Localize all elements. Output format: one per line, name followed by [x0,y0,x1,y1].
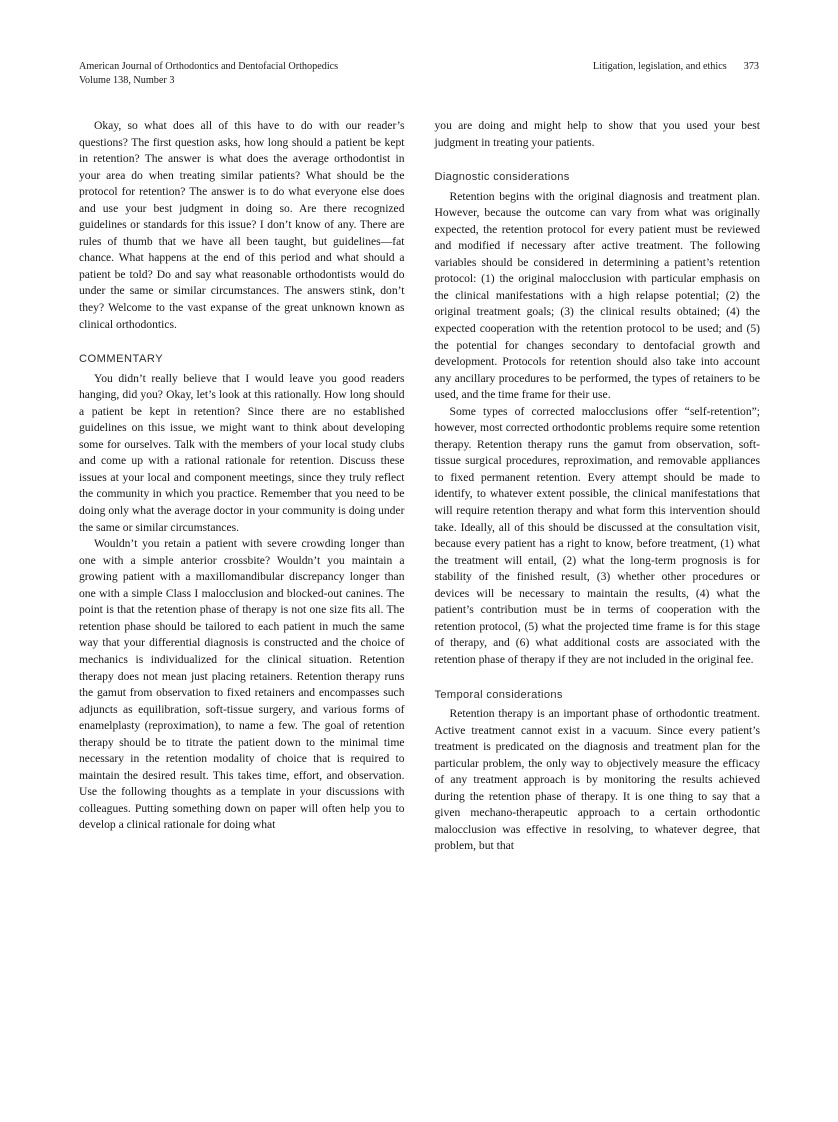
left-column [79,118,405,834]
spacer [435,151,761,169]
right-column [435,118,761,855]
running-head-section-area [593,60,759,74]
paragraph: you are doing and might help to show that you used your best judgment in treating your patients. [434,119,760,149]
heading-temporal-considerations: Temporal considerations [434,688,563,701]
spacer [435,669,761,687]
running-head-section-title: Litigation, legislation, and ethics [592,61,727,72]
running-head [79,60,759,88]
running-head-journal [79,60,338,88]
paragraph: Retention begins with the original diagnosis and treatment plan. However, because the outcome can vary from what was originally expected, the retention protocol for every patient must be reviewed and modified if necessary after active treatment. The following variables should be considered in determining a patient’s retention protocol: (1) the original malocclusion with particular emphasis on the clinical manifestations with a high relapse potential; (2) the original treatment goals; (3) the clinical results obtained; (4) the expected cooperation with the retention protocol to be used; and (5) the potential for changes secondary to dentofacial growth and development. Protocols for retention should also take into account any ancillary procedures to be performed, the types of retainers to be used, and the time frame for their use. [434,189,760,402]
page-number: 373 [743,61,759,72]
paragraph: Retention therapy is an important phase of orthodontic treatment. Active treatment cannot exist in a vacuum. Since every patient’s treatment is predicated on the diagnosis and treatment plan for the particular problem, the only way to objectively measure the efficacy of any treatment approach is by monitoring the results achieved during the retention phase of therapy. It is one thing to say that a given mechano-therapeutic approach to a certain orthodontic malocclusion was effective in resolving, to whatever degree, that problem, but that [434,707,760,853]
two-column-body [79,118,760,1063]
spacer [79,333,405,351]
paragraph: Wouldn’t you retain a patient with severe crowding longer than one with a simple anterior crossbite? Wouldn’t you maintain a growing patient with a maxillomandibular discrepancy longer than one with a simple Class I malocclusion and blocked-out canines. The point is that the retention phase of therapy is not one size fits all. The retention phase should be tailored to each patient in much the same way that your differential diagnosis is constructed and the choice of mechanics is individualized for the clinical situation. Retention therapy does not mean just placing retainers. Retention therapy runs the gamut from observation to fixed retainers and encompasses such adjuncts as equilibration, soft-tissue surgery, and various forms of enamelplasty (reproximation), to name a few. The goal of retention therapy should be to titrate the patient down to the minimal time necessary in the retention modality of choice that is required to maintain the desired result. This takes time, effort, and observation. Use the following thoughts as a template in your discussions with colleagues. Putting something down on paper will often help you to develop a clinical rationale for doing what [79,537,405,832]
paragraph: You didn’t really believe that I would leave you good readers hanging, did you? Okay, let’s look at this rationally. How long should a patient be kept in retention? Since there are no established guidelines on this issue, we might want to think about developing some for ourselves. Talk with the members of your local study clubs and come up with a rational rationale for retention. Discuss these issues at your local and component meetings, since they truly reflect the community in which you practice. Remember that you need to be doing only what the average doctor in your community is doing under the same or similar circumstances. [79,371,405,534]
heading-diagnostic-considerations: Diagnostic considerations [434,171,570,184]
heading-commentary: COMMENTARY [79,353,164,366]
paragraph: Some types of corrected malocclusions offer “self-retention”; however, most corrected orthodontic problems require some retention therapy. Retention therapy runs the gamut from observation, soft-tissue surgical procedures, reproximation, and removable appliances to fixed permanent retention. Every attempt should be made to identify, to whatever extent possible, the clinical manifestations that will require retention therapy and what form this intervention should take. Ideally, all of this should be discussed at the consultation visit, because every patient has a right to know, before treatment, (1) what the treatment will entail, (2) what the long-term prognosis is for stability of the finished result, (3) whether other procedures or devices will be necessary to maintain the results, (4) what the patient’s contribution must be in terms of cooperation with the retention protocol, (5) what the projected time frame is for this stage of therapy, and (6) what additional costs are associated with the retention phase of therapy if they are not included in the original fee. [434,404,760,666]
running-head-journal-title: American Journal of Orthodontics and Dentofacial Orthopedics [79,61,339,72]
running-head-volume-issue: Volume 138, Number 3 [79,75,175,87]
paragraph: Okay, so what does all of this have to do with our reader’s questions? The first question asks, how long should a patient be kept in retention? The answer is what does the average orthodontist in your area do when treating similar patients? What should be the protocol for retention? The answer is to do what everyone else does and use your best judgment in doing so. Are there recognized guidelines or standards for this issue? I don’t know of any. There are rules of thumb that we have all been taught, but guidelines—fat chance. What happens at the end of this period and what should a patient be told? Do and say what reasonable orthodontists would do under the same or similar circumstances. The answers stink, don’t they? Welcome to the vast expanse of the great unknown known as clinical orthodontics. [79,119,405,331]
